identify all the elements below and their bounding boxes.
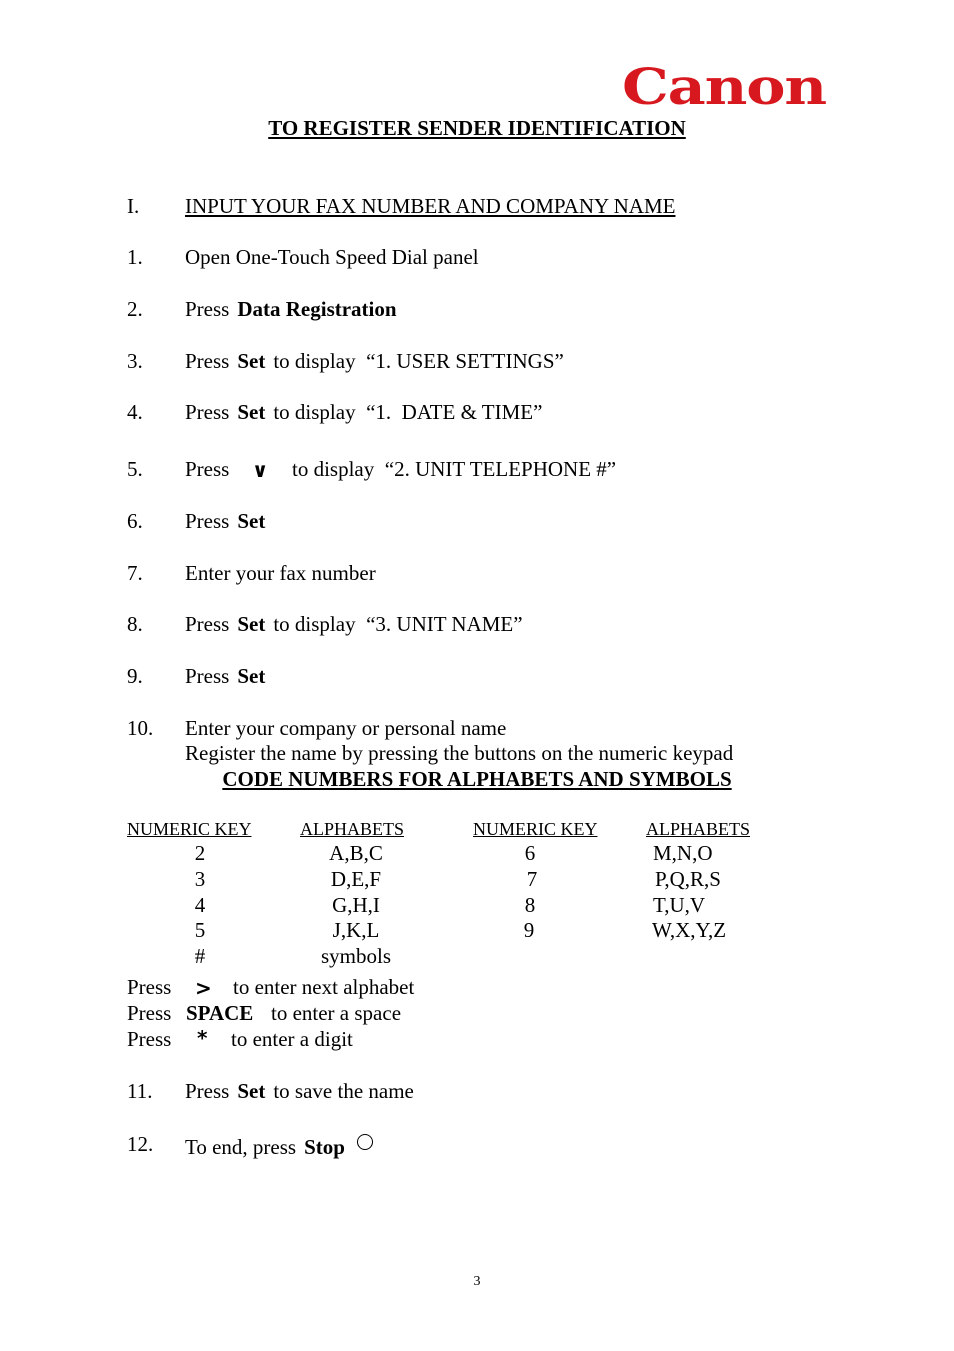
key-name: Set <box>237 509 266 533</box>
step-prefix: Press <box>185 457 230 481</box>
key-name: Set <box>237 349 266 373</box>
step-text <box>185 666 265 687</box>
step-number: 6. <box>127 509 143 533</box>
alphabets-cell: P,Q,R,S <box>655 867 721 891</box>
svg-text:Canon: Canon <box>622 60 827 110</box>
numeric-key-cell: 8 <box>524 893 536 917</box>
step-prefix: Press <box>185 612 230 636</box>
step-number: 2. <box>127 297 143 321</box>
step-number: 9. <box>127 664 143 688</box>
space-key-name: SPACE <box>186 1001 254 1025</box>
table-header: ALPHABETS <box>300 819 405 839</box>
alphabets-cell: A,B,C <box>329 841 383 865</box>
numeric-key-cell: 5 <box>194 918 206 942</box>
table-header: NUMERIC KEY <box>473 819 598 839</box>
asterisk-icon: * <box>197 1026 208 1050</box>
numeric-key-cell: 4 <box>194 893 206 917</box>
alphabets-cell: symbols <box>320 944 391 968</box>
step-number: 3. <box>127 349 143 373</box>
step-suffix: to display “1. USER SETTINGS” <box>273 349 564 373</box>
step-prefix: Press <box>185 664 230 688</box>
step-number: 1. <box>127 245 143 269</box>
step-suffix: to display “1. DATE & TIME” <box>273 400 543 424</box>
alphabets-cell: T,U,V <box>653 893 706 917</box>
step-number: 4. <box>127 400 143 424</box>
canon-logo <box>620 60 830 110</box>
step-text: Enter your company or personal name <box>185 716 507 740</box>
alphabets-cell: D,E,F <box>330 867 382 891</box>
alphabets-cell: W,X,Y,Z <box>652 918 727 942</box>
key-name: Set <box>237 400 266 424</box>
step-suffix: to save the name <box>273 1079 414 1103</box>
step-text <box>185 1134 373 1158</box>
key-name: Data Registration <box>237 297 397 321</box>
step-number: 12. <box>127 1132 154 1156</box>
step-suffix: to display “3. UNIT NAME” <box>273 612 523 636</box>
note-prefix: Press <box>127 1001 172 1025</box>
right-arrow-icon: > <box>195 976 212 1000</box>
step-number: 7. <box>127 561 143 585</box>
step-prefix: Press <box>185 400 230 424</box>
key-name: Set <box>237 664 266 688</box>
step-text: Enter your fax number <box>185 561 376 585</box>
alphabets-cell: J,K,L <box>332 918 380 942</box>
step-text <box>185 614 523 635</box>
numeric-key-cell: 3 <box>194 867 206 891</box>
step-text <box>185 299 397 320</box>
key-name: Stop <box>304 1135 345 1159</box>
numeric-key-cell: # <box>194 944 206 968</box>
key-name: Set <box>237 1079 266 1103</box>
step-prefix: To end, press <box>185 1135 297 1159</box>
note-suffix: to enter a digit <box>231 1027 353 1051</box>
note-suffix: to enter a space <box>271 1001 402 1025</box>
page-title: TO REGISTER SENDER IDENTIFICATION <box>268 116 686 140</box>
alphabets-cell: G,H,I <box>332 893 380 917</box>
step-text: Open One-Touch Speed Dial panel <box>185 245 479 269</box>
step-suffix: to display “2. UNIT TELEPHONE #” <box>292 457 617 481</box>
numeric-key-cell: 6 <box>524 841 536 865</box>
step-prefix: Press <box>185 1079 230 1103</box>
step-text <box>185 511 265 532</box>
step-number: 11. <box>127 1079 153 1103</box>
step-text <box>185 402 542 423</box>
key-name: Set <box>237 612 266 636</box>
step-number: 5. <box>127 457 143 481</box>
page-number: 3 <box>473 1274 481 1289</box>
step-text <box>185 1081 414 1102</box>
table-header: ALPHABETS <box>646 819 751 839</box>
numeric-key-cell: 9 <box>523 918 535 942</box>
step-prefix: Press <box>185 297 230 321</box>
numeric-key-cell: 2 <box>194 841 206 865</box>
step-text-secondary: Register the name by pressing the buttons on the numeric keypad <box>185 741 734 765</box>
section-heading: INPUT YOUR FAX NUMBER AND COMPANY NAME <box>185 194 676 218</box>
step-prefix: Press <box>185 349 230 373</box>
step-number: 8. <box>127 612 143 636</box>
code-table-heading: CODE NUMBERS FOR ALPHABETS AND SYMBOLS <box>222 767 732 791</box>
note-prefix: Press <box>127 1027 172 1051</box>
table-header: NUMERIC KEY <box>127 819 252 839</box>
step-text <box>185 351 564 372</box>
alphabets-cell: M,N,O <box>653 841 713 865</box>
section-numeral: I. <box>127 194 140 218</box>
note-prefix: Press <box>127 975 172 999</box>
note-suffix: to enter next alphabet <box>233 975 415 999</box>
down-arrow-icon: ∨ <box>252 458 269 482</box>
numeric-key-cell: 7 <box>526 867 538 891</box>
step-number: 10. <box>127 716 154 740</box>
stop-circle-icon <box>357 1134 373 1150</box>
step-prefix: Press <box>185 509 230 533</box>
